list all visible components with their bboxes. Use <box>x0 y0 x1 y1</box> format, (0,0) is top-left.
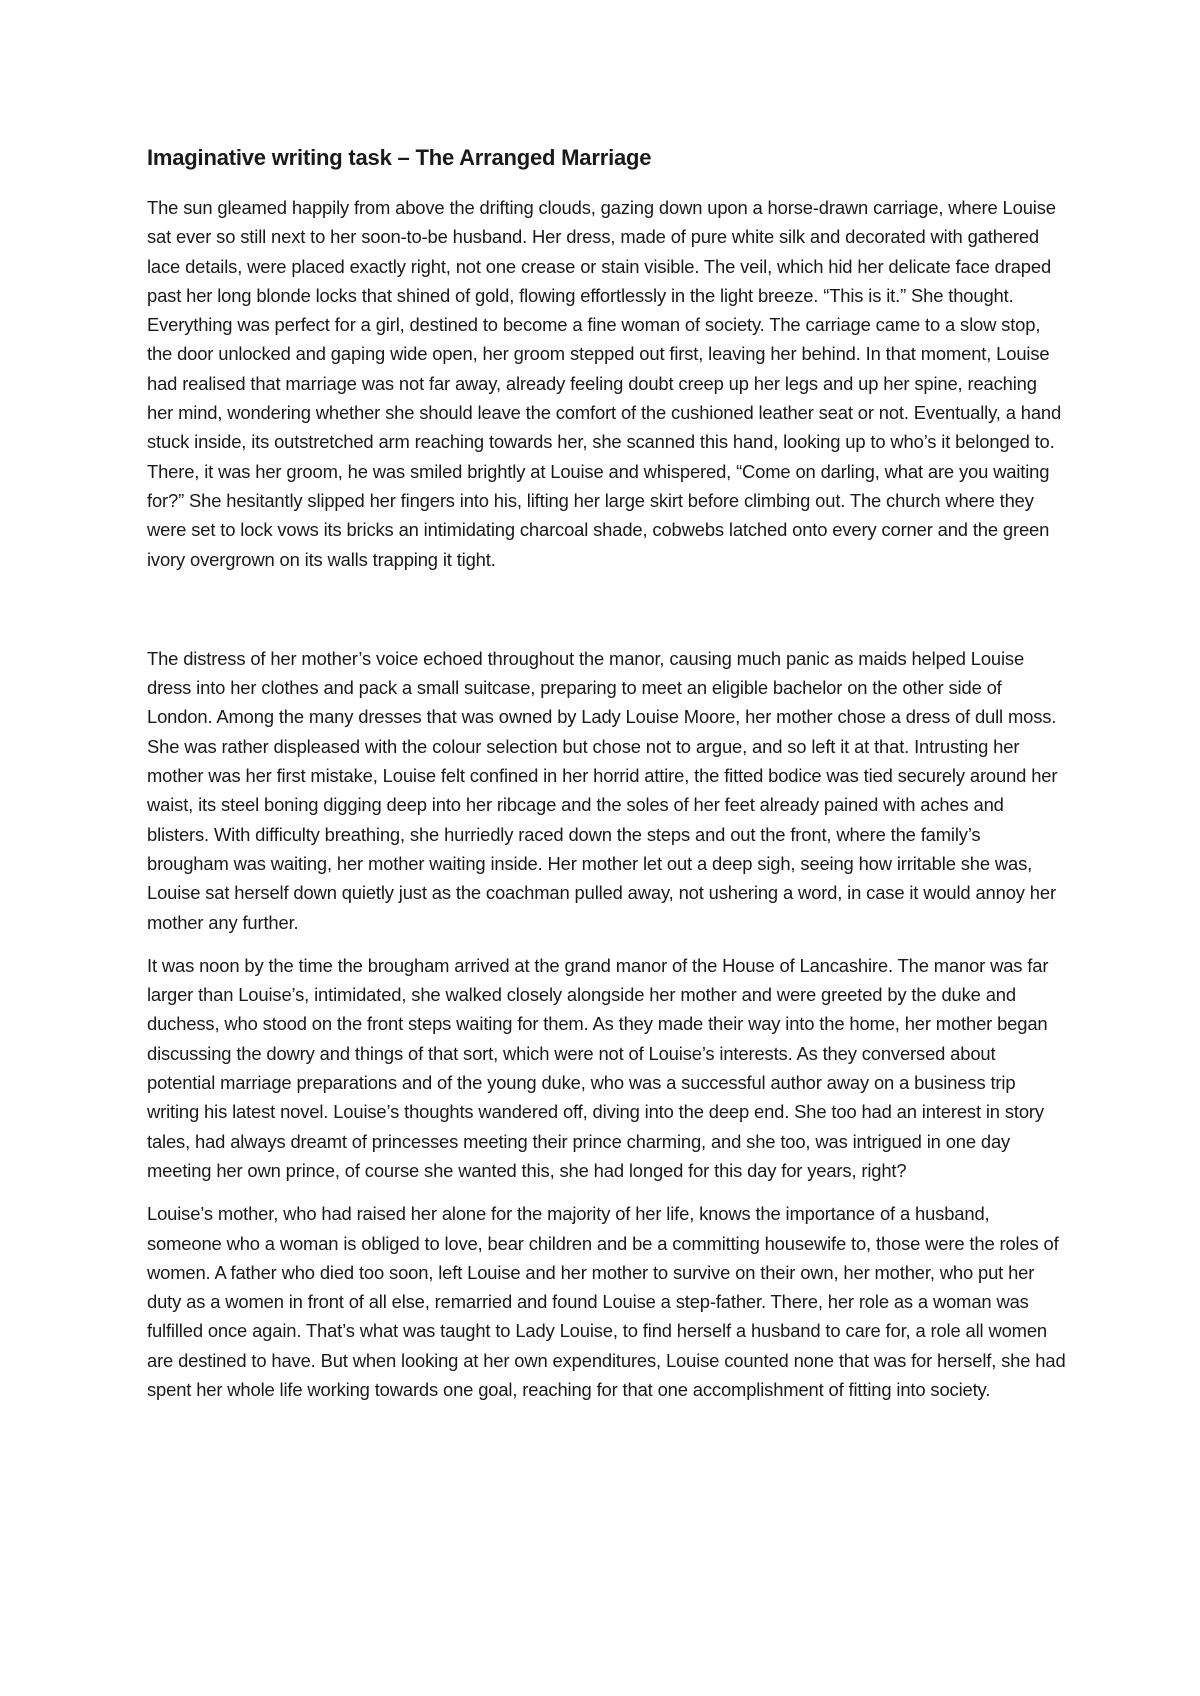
document-body <box>147 143 1067 1418</box>
paragraph-3: It was noon by the time the brougham arrived at the grand manor of the House of Lancashire. The manor was far larger than Louise’s, intimidated, she walked closely alongside her mother and were greeted by the duke and duchess, who stood on the front steps waiting for them. As they made their way into the home, her mother began discussing the dowry and things of that sort, which were not of Louise’s interests. As they conversed about potential marriage preparations and of the young duke, who was a successful author away on a business trip writing his latest novel. Louise’s thoughts wandered off, diving into the deep end. She too had an interest in story tales, had always dreamt of princesses meeting their prince charming, and she too, was intrigued in one day meeting her own prince, of course she wanted this, she had longed for this day for years, right? <box>147 954 1049 1181</box>
paragraph-1: The sun gleamed happily from above the drifting clouds, gazing down upon a horse-drawn carriage, where Louise sat ever so still next to her soon-to-be husband. Her dress, made of pure white silk and decorated with gathered lace details, were placed exactly right, not one crease or stain visible. The veil, which hid her delicate face draped past her long blonde locks that shined of gold, flowing effortlessly in the light breeze. “This is it.” She thought. Everything was perfect for a girl, destined to become a fine woman of society. The carriage came to a slow stop, the door unlocked and gaping wide open, her groom stepped out first, leaving her behind. In that moment, Louise had realised that marriage was not far away, already feeling doubt creep up her legs and up her spine, reaching her mind, wondering whether she should leave the comfort of the cushioned leather seat or not. Eventually, a hand stuck inside, its outstretched arm reaching towards her, she scanned this hand, looking up to who’s it belonged to. There, it was her groom, he was smiled brightly at Louise and whispered, “Come on darling, what are you waiting for?” She hesitantly slipped her fingers into his, lifting her large skirt before climbing out. The church where they were set to lock vows its bricks an intimidating charcoal shade, cobwebs latched onto every corner and the green ivory overgrown on its walls trapping it tight. <box>147 197 1062 570</box>
document-title: Imaginative writing task – The Arranged Marriage <box>147 145 652 170</box>
paragraph-2: The distress of her mother’s voice echoed throughout the manor, causing much panic as maids helped Louise dress into her clothes and pack a small suitcase, preparing to meet an eligible bachelor on the other side of London. Among the many dresses that was owned by Lady Louise Moore, her mother chose a dress of dull moss. She was rather displeased with the colour selection but chose not to argue, and so left it at that. Intrusting her mother was her first mistake, Louise felt confined in her horrid attire, the fitted bodice was tied securely around her waist, its steel boning digging deep into her ribcage and the soles of her feet already pained with aches and blisters. With difficulty breathing, she hurriedly raced down the steps and out the front, where the family’s brougham was waiting, her mother waiting inside. Her mother let out a deep sigh, seeing how irritable she was, Louise sat herself down quietly just as the coachman pulled away, not ushering a word, in case it would annoy her mother any further. <box>147 647 1058 933</box>
paragraph-4: Louise’s mother, who had raised her alone for the majority of her life, knows the importance of a husband, someone who a woman is obliged to love, bear children and be a committing housewife to, those were the roles of women. A father who died too soon, left Louise and her mother to survive on their own, her mother, who put her duty as a women in front of all else, remarried and found Louise a step-father. There, her role as a woman was fulfilled once again. That’s what was taught to Lady Louise, to find herself a husband to care for, a role all women are destined to have. But when looking at her own expenditures, Louise counted none that was for herself, she had spent her whole life working towards one goal, reaching for that one accomplishment of fitting into society. <box>147 1203 1066 1400</box>
